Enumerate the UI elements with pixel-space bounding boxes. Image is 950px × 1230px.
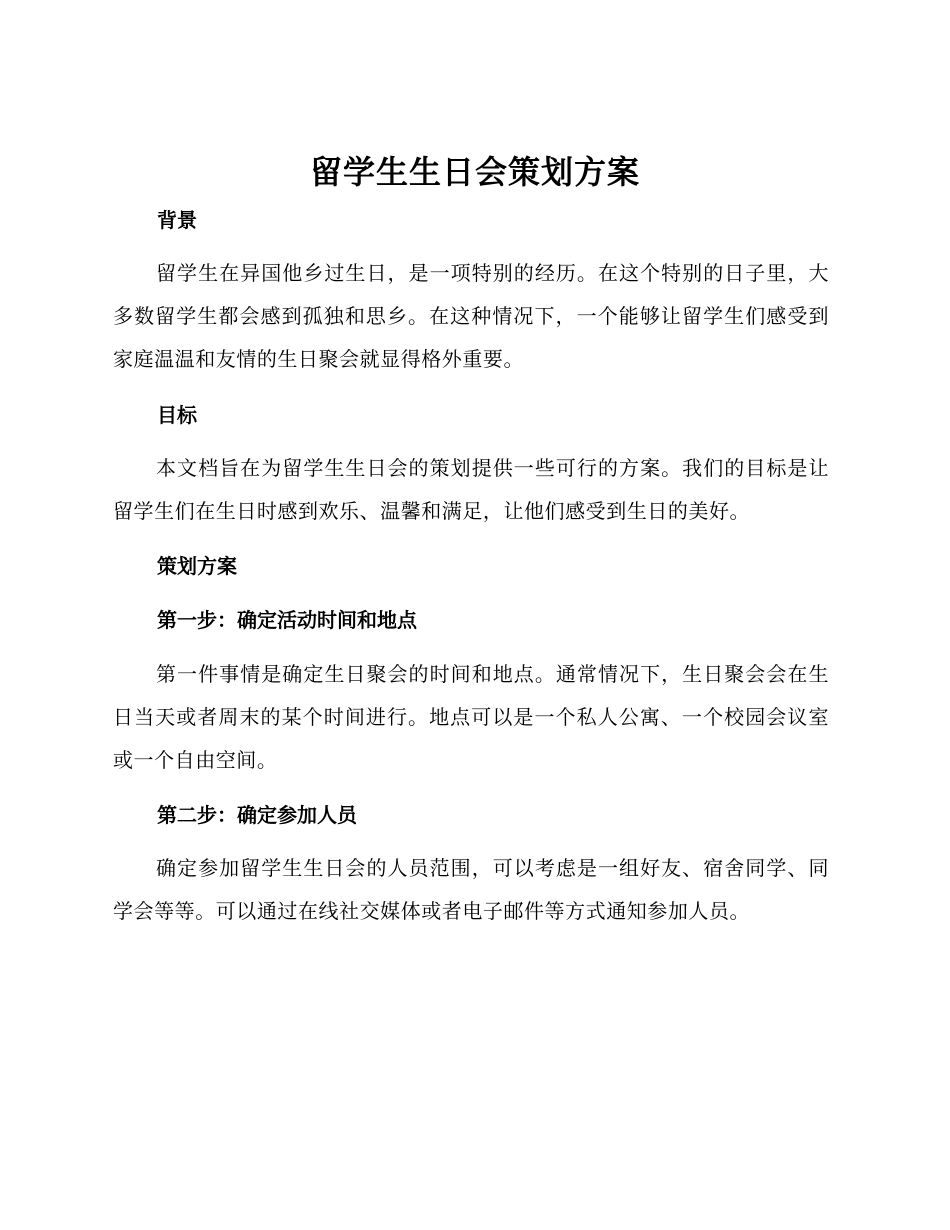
section-paragraph-goal: 本文档旨在为留学生生日会的策划提供一些可行的方案。我们的目标是让留学生们在生日时感到欢乐、温馨和满足，让他们感受到生日的美好。 <box>113 456 829 523</box>
section-heading-step-one: 第一步：确定活动时间和地点 <box>157 608 417 632</box>
section-paragraph-step-two: 确定参加留学生生日会的人员范围，可以考虑是一组好友、宿舍同学、同学会等等。可以通过在线社交媒体或者电子邮件等方式通知参加人员。 <box>113 856 829 923</box>
section-heading-goal: 目标 <box>157 403 197 427</box>
document-title: 留学生生日会策划方案 <box>309 153 640 191</box>
section-paragraph-step-one: 第一件事情是确定生日聚会的时间和地点。通常情况下，生日聚会会在生日当天或者周末的某个时间进行。地点可以是一个私人公寓、一个校园会议室或一个自由空间。 <box>113 662 829 772</box>
section-heading-plan: 策划方案 <box>157 554 237 578</box>
section-paragraph-background: 留学生在异国他乡过生日，是一项特别的经历。在这个特别的日子里，大多数留学生都会感到孤独和思乡。在这种情况下，一个能够让留学生们感受到家庭温温和友情的生日聚会就显得格外重要。 <box>113 261 829 371</box>
section-heading-step-two: 第二步：确定参加人员 <box>157 803 357 827</box>
section-heading-background: 背景 <box>157 208 197 232</box>
